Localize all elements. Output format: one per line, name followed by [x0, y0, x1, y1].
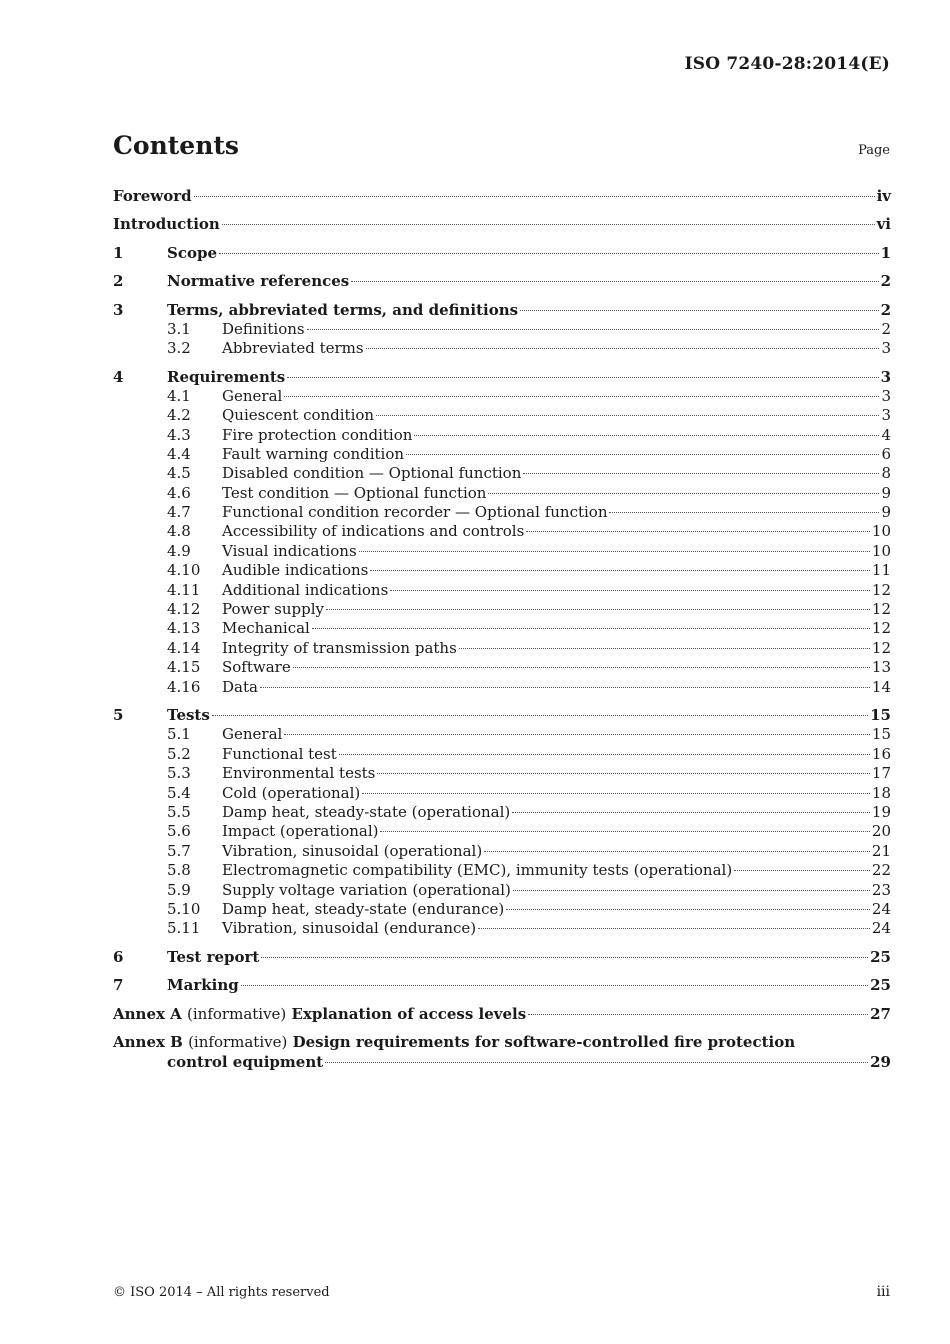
toc-subentry-page: 16 — [871, 744, 891, 763]
page-number: iii — [876, 1284, 890, 1300]
toc-subentry[interactable] — [113, 387, 891, 406]
toc-subentry-number: 5.9 — [167, 880, 191, 899]
toc-entry-title: Terms, abbreviated terms, and definitions — [167, 300, 519, 319]
toc-subentry[interactable] — [113, 919, 891, 938]
toc-subentry-page: 10 — [871, 522, 891, 541]
dot-leader — [284, 396, 879, 397]
page-column-label: Page — [858, 143, 890, 158]
toc-subentry-title: Additional indications — [222, 580, 389, 599]
toc-subentry-title: Environmental tests — [222, 764, 376, 783]
toc-subentry-title: Fire protection condition — [222, 425, 413, 444]
copyright-notice: © ISO 2014 – All rights reserved — [113, 1285, 330, 1300]
dot-leader — [520, 310, 878, 311]
dot-leader — [339, 754, 870, 755]
toc-entry-page: iv — [876, 187, 891, 205]
toc-subentry-number: 5.5 — [167, 802, 191, 821]
toc-subentry[interactable] — [113, 784, 891, 803]
toc-subentry-page: 12 — [871, 580, 891, 599]
toc-subentry-title: Damp heat, steady-state (endurance) — [222, 899, 505, 918]
toc-subentry-title: Visual indications — [222, 541, 357, 560]
toc-subentry-number: 3.2 — [167, 338, 191, 357]
toc-subentry[interactable] — [113, 619, 891, 638]
toc-subentry[interactable] — [113, 764, 891, 783]
dot-leader — [512, 812, 870, 813]
toc-subentry-number: 4.13 — [167, 619, 201, 638]
dot-leader — [406, 454, 879, 455]
toc-entry-title — [113, 1032, 795, 1052]
toc-subentry-number: 5.7 — [167, 841, 191, 860]
toc-subentry-page: 3 — [881, 406, 891, 425]
toc-subentry-page: 3 — [881, 386, 891, 405]
toc-subentry-page: 8 — [881, 464, 891, 483]
toc-subentry-page: 17 — [871, 764, 891, 783]
dot-leader — [366, 348, 880, 349]
toc-subentry[interactable] — [113, 445, 891, 464]
toc-entry-number: 1 — [113, 243, 124, 262]
dot-leader — [506, 909, 870, 910]
toc-subentry-number: 4.15 — [167, 658, 201, 677]
toc-subentry-page: 2 — [881, 319, 891, 338]
toc-subentry[interactable] — [113, 658, 891, 677]
dot-leader — [484, 851, 870, 852]
page-title: Contents — [113, 131, 240, 160]
dot-leader — [526, 531, 870, 532]
dot-leader — [459, 648, 870, 649]
dot-leader — [488, 493, 879, 494]
dot-leader — [359, 551, 870, 552]
toc-subentry-title: Integrity of transmission paths — [222, 638, 457, 657]
toc-subentry-number: 5.6 — [167, 822, 191, 841]
toc-entry-title: Marking — [167, 976, 239, 995]
toc-entry-page: 3 — [880, 367, 891, 386]
toc-subentry-page: 12 — [871, 638, 891, 657]
toc-subentry[interactable] — [113, 503, 891, 522]
toc-subentry-title: Software — [222, 658, 291, 677]
toc-subentry-number: 4.2 — [167, 406, 191, 425]
document-id: ISO 7240-28:2014(E) — [684, 54, 890, 74]
toc-subentry[interactable] — [113, 426, 891, 445]
toc-subentry-number: 5.2 — [167, 744, 191, 763]
toc-subentry-page: 24 — [871, 919, 891, 938]
toc-subentry-title: Supply voltage variation (operational) — [222, 880, 511, 899]
dot-leader — [362, 793, 870, 794]
toc-entry-number: 5 — [113, 706, 124, 725]
toc-subentry-title: Definitions — [222, 319, 305, 338]
toc-subentry-page: 11 — [871, 561, 891, 580]
toc-subentry-page: 12 — [871, 619, 891, 638]
toc-subentry[interactable] — [113, 822, 891, 841]
toc-entry-page: 25 — [870, 948, 891, 967]
toc-entry-marking[interactable] — [113, 975, 891, 995]
annex-label: Annex A — [113, 1004, 182, 1023]
dot-leader — [414, 435, 879, 436]
toc-subentry-title: Cold (operational) — [222, 783, 361, 802]
toc-subentry-page: 18 — [871, 783, 891, 802]
dot-leader — [377, 773, 870, 774]
toc-entry-page: 29 — [870, 1053, 891, 1072]
toc-subentry[interactable] — [113, 542, 891, 561]
toc-entry-page: 2 — [880, 272, 891, 291]
toc-subentry-number: 4.11 — [167, 580, 201, 599]
toc-subentry[interactable] — [113, 861, 891, 880]
dot-leader — [609, 512, 879, 513]
dot-leader — [241, 985, 868, 986]
toc-subentry-page: 9 — [881, 503, 891, 522]
table-of-contents — [113, 186, 891, 1072]
annex-type: (informative) — [188, 1033, 288, 1052]
toc-entry-page: vi — [876, 215, 891, 234]
toc-subentry-number: 4.9 — [167, 541, 191, 560]
toc-entry-number: 3 — [113, 300, 124, 319]
toc-subentry-number: 4.5 — [167, 464, 191, 483]
toc-entry-title: Tests — [167, 706, 210, 725]
toc-subentry[interactable] — [113, 842, 891, 861]
toc-subentry[interactable] — [113, 600, 891, 619]
toc-subentry-title: Damp heat, steady-state (operational) — [222, 802, 511, 821]
dot-leader — [380, 831, 869, 832]
toc-subentry[interactable] — [113, 881, 891, 900]
dot-leader — [293, 667, 870, 668]
toc-entry-title — [113, 1004, 526, 1024]
toc-entry-test-report[interactable] — [113, 947, 891, 967]
toc-subentry-number: 5.4 — [167, 783, 191, 802]
toc-subentry[interactable] — [113, 561, 891, 580]
toc-subentry-page: 9 — [881, 483, 891, 502]
toc-entry-title: Foreword — [113, 187, 192, 205]
toc-subentry[interactable] — [113, 484, 891, 503]
dot-leader — [376, 415, 879, 416]
toc-entry-title: Requirements — [167, 367, 286, 386]
toc-subentry-number: 4.14 — [167, 638, 201, 657]
toc-subentry-number: 4.3 — [167, 425, 191, 444]
dot-leader — [390, 590, 870, 591]
toc-subentry[interactable] — [113, 406, 891, 425]
toc-entry-number: 7 — [113, 976, 124, 995]
toc-subentry-number: 4.6 — [167, 483, 191, 502]
annex-type: (informative) — [187, 1004, 287, 1023]
toc-entry-page: 1 — [880, 243, 891, 262]
toc-subentry-page: 19 — [871, 802, 891, 821]
dot-leader — [734, 870, 870, 871]
dot-leader — [307, 329, 880, 330]
dot-leader — [219, 253, 879, 254]
annex-label: Annex B — [113, 1033, 183, 1052]
toc-subentry-title: Electromagnetic compatibility (EMC), immunity tests (operational) — [222, 861, 733, 880]
toc-subentry-number: 5.11 — [167, 919, 201, 938]
toc-subentry-title: Quiescent condition — [222, 406, 375, 425]
dot-leader — [194, 196, 875, 197]
annex-title: Explanation of access levels — [291, 1004, 527, 1023]
toc-subentry-page: 15 — [871, 725, 891, 744]
dot-leader — [325, 1062, 868, 1063]
dot-leader — [284, 734, 870, 735]
toc-subentry-title: Accessibility of indications and controls — [222, 522, 525, 541]
toc-entry-number: 4 — [113, 367, 124, 386]
toc-subentry-number: 4.10 — [167, 561, 201, 580]
toc-subentry-page: 24 — [871, 899, 891, 918]
toc-subentry-number: 5.10 — [167, 899, 201, 918]
toc-subentry-page: 21 — [871, 841, 891, 860]
toc-subentry-title: Power supply — [222, 600, 325, 619]
toc-entry-page: 2 — [880, 300, 891, 319]
toc-subentry-title: Data — [222, 677, 258, 696]
toc-subentry-number: 4.16 — [167, 677, 201, 696]
toc-subentry-title: Functional condition recorder — Optional function — [222, 503, 608, 522]
toc-subentry-page: 14 — [871, 677, 891, 696]
toc-subentry-page: 13 — [871, 658, 891, 677]
dot-leader — [312, 628, 870, 629]
toc-subentry-title: Functional test — [222, 744, 337, 763]
toc-subentry-page: 20 — [871, 822, 891, 841]
toc-entry-introduction[interactable] — [113, 214, 891, 234]
toc-subentry[interactable] — [113, 639, 891, 658]
toc-subentry[interactable] — [113, 522, 891, 541]
toc-subentry-number: 4.4 — [167, 444, 191, 463]
toc-subentry-page: 6 — [881, 444, 891, 463]
toc-entry-page: 15 — [870, 706, 891, 725]
annex-title: Design requirements for software-controlled fire protection — [292, 1033, 796, 1052]
toc-entry-annex-a[interactable] — [113, 1004, 891, 1024]
toc-subentry-title: General — [222, 386, 283, 405]
toc-entry-title: Normative references — [167, 272, 350, 291]
toc-subentry[interactable] — [113, 339, 891, 358]
toc-subentry-page: 4 — [881, 425, 891, 444]
toc-subentry[interactable] — [113, 745, 891, 764]
dot-leader — [513, 890, 870, 891]
toc-subentry-page: 22 — [871, 861, 891, 880]
toc-entry-annex-b[interactable] — [113, 1032, 891, 1072]
dot-leader — [478, 928, 870, 929]
dot-leader — [261, 957, 868, 958]
toc-entry-number: 6 — [113, 948, 124, 967]
toc-entry-number: 2 — [113, 272, 124, 291]
dot-leader — [222, 224, 875, 225]
toc-entry-terms[interactable] — [113, 300, 891, 320]
toc-entry-foreword[interactable] — [113, 186, 891, 206]
toc-entry-requirements[interactable] — [113, 367, 891, 387]
toc-subentry-number: 3.1 — [167, 319, 191, 338]
toc-entry-title: Introduction — [113, 215, 220, 234]
dot-leader — [528, 1014, 868, 1015]
toc-subentry-title: Abbreviated terms — [222, 338, 364, 357]
toc-subentry[interactable] — [113, 678, 891, 697]
toc-subentry-title: Vibration, sinusoidal (operational) — [222, 841, 483, 860]
toc-entry-page: 25 — [870, 976, 891, 995]
dot-leader — [287, 377, 878, 378]
toc-subentry-number: 5.1 — [167, 725, 191, 744]
dot-leader — [260, 687, 870, 688]
toc-subentry[interactable] — [113, 464, 891, 483]
toc-entry-normative-references[interactable] — [113, 271, 891, 291]
dot-leader — [523, 473, 879, 474]
toc-subentry-number: 4.8 — [167, 522, 191, 541]
toc-subentry-page: 12 — [871, 600, 891, 619]
toc-subentry-title: Mechanical — [222, 619, 310, 638]
toc-subentry-page: 23 — [871, 880, 891, 899]
toc-subentry-title: Audible indications — [222, 561, 369, 580]
dot-leader — [370, 570, 870, 571]
toc-subentry-title: Impact (operational) — [222, 822, 379, 841]
toc-subentry-title: Disabled condition — Optional function — [222, 464, 522, 483]
toc-subentry[interactable] — [113, 320, 891, 339]
toc-entry-page: 27 — [870, 1004, 891, 1023]
toc-subentry-page: 3 — [881, 338, 891, 357]
toc-subentry-number: 4.12 — [167, 600, 201, 619]
toc-entry-title: Scope — [167, 243, 218, 262]
toc-subentry-number: 5.8 — [167, 861, 191, 880]
dot-leader — [212, 715, 868, 716]
toc-subentry-title: Fault warning condition — [222, 444, 405, 463]
toc-subentry[interactable] — [113, 900, 891, 919]
toc-subentry-title: Test condition — Optional function — [222, 483, 487, 502]
toc-subentry-number: 5.3 — [167, 764, 191, 783]
toc-entry-title: Test report — [167, 948, 260, 967]
toc-subentry-page: 10 — [871, 541, 891, 560]
dot-leader — [351, 281, 878, 282]
toc-entry-scope[interactable] — [113, 243, 891, 263]
toc-subentry-title: General — [222, 725, 283, 744]
toc-subentry[interactable] — [113, 803, 891, 822]
toc-subentry-title: Vibration, sinusoidal (endurance) — [222, 919, 477, 938]
toc-subentry-number: 4.7 — [167, 503, 191, 522]
toc-entry-tests[interactable] — [113, 705, 891, 725]
annex-title-continued: control equipment — [167, 1053, 324, 1072]
dot-leader — [326, 609, 870, 610]
toc-subentry[interactable] — [113, 581, 891, 600]
toc-subentry-number: 4.1 — [167, 386, 191, 405]
toc-subentry[interactable] — [113, 725, 891, 744]
